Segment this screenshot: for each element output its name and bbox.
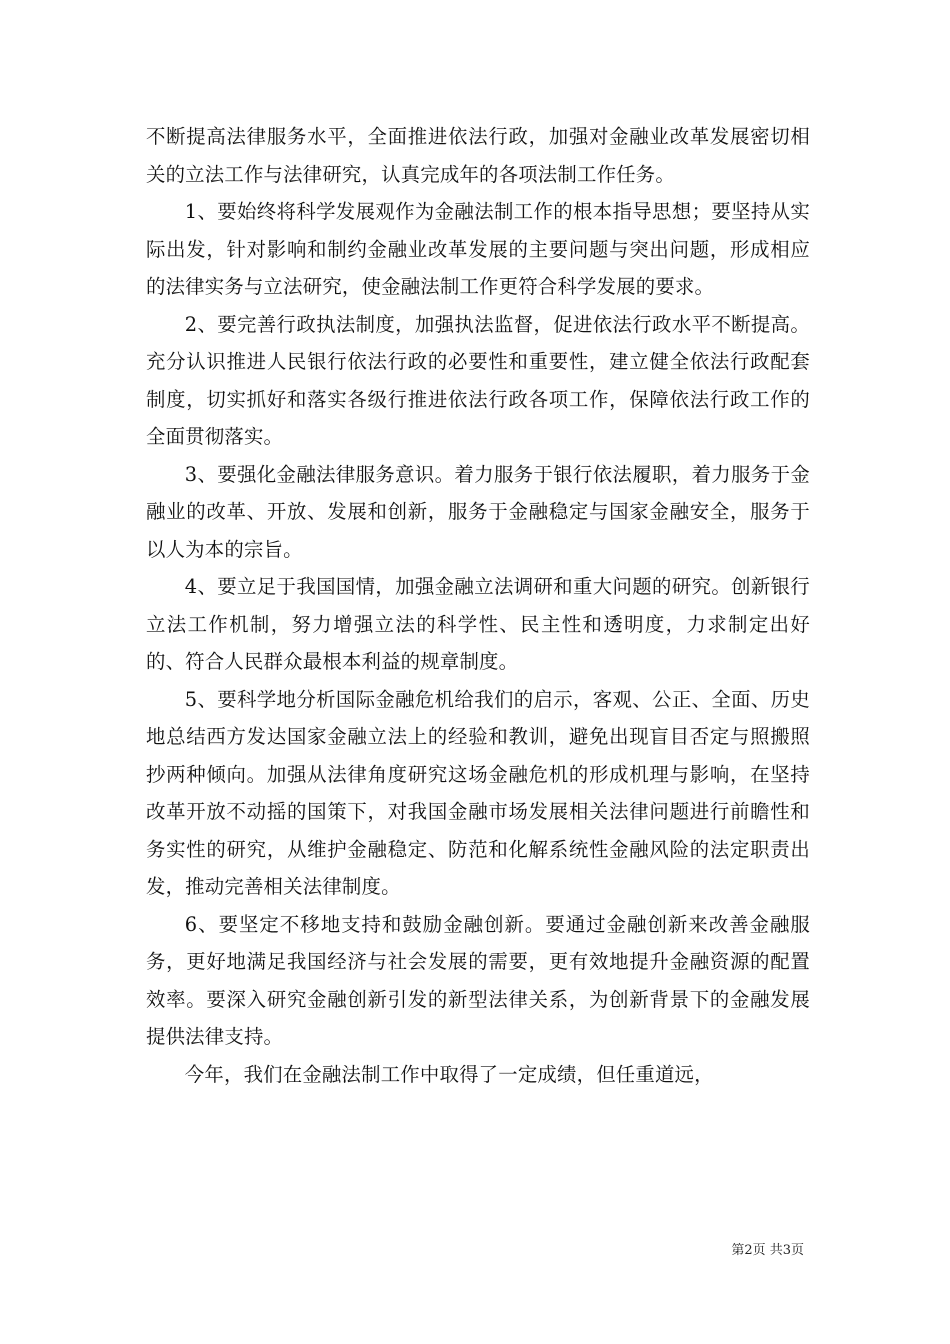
page-number: 第2页 共3页: [731, 1243, 804, 1258]
document-body: [146, 118, 810, 1093]
paragraph-item-3: 3、要强化金融法律服务意识。着力服务于银行依法履职，着力服务于金融业的改革、开放、发展和创新，服务于金融稳定与国家金融安全，服务于以人为本的宗旨。: [146, 462, 810, 561]
paragraph-item-6: 6、要坚定不移地支持和鼓励金融创新。要通过金融创新来改善金融服务，更好地满足我国经济与社会发展的需要，更有效地提升金融资源的配置效率。要深入研究金融创新引发的新型法律关系，为创新背景下的金融发展提供法律支持。: [146, 912, 810, 1048]
paragraph-continuation: 不断提高法律服务水平，全面推进依法行政，加强对金融业改革发展密切相关的立法工作与法律研究，认真完成年的各项法制工作任务。: [146, 125, 810, 186]
paragraph-item-1: 1、要始终将科学发展观作为金融法制工作的根本指导思想；要坚持从实际出发，针对影响和制约金融业改革发展的主要问题与突出问题，形成相应的法律实务与立法研究，使金融法制工作更符合科学发展的要求。: [146, 200, 810, 298]
paragraph-item-5: 5、要科学地分析国际金融危机给我们的启示，客观、公正、全面、历史地总结西方发达国家金融立法上的经验和教训，避免出现盲目否定与照搬照抄两种倾向。加强从法律角度研究这场金融危机的形成机理与影响，在坚持改革开放不动摇的国策下，对我国金融市场发展相关法律问题进行前瞻性和务实性的研究，从维护金融稳定、防范和化解系统性金融风险的法定职责出发，推动完善相关法律制度。: [146, 687, 810, 898]
paragraph-item-2: 2、要完善行政执法制度，加强执法监督，促进依法行政水平不断提高。充分认识推进人民银行依法行政的必要性和重要性，建立健全依法行政配套制度，切实抓好和落实各级行推进依法行政各项工作，保障依法行政工作的全面贯彻落实。: [146, 312, 810, 448]
paragraph-closing: 今年，我们在金融法制工作中取得了一定成绩，但任重道远，: [184, 1062, 714, 1086]
paragraph-item-4: 4、要立足于我国国情，加强金融立法调研和重大问题的研究。创新银行立法工作机制，努力增强立法的科学性、民主性和透明度，力求制定出好的、符合人民群众最根本利益的规章制度。: [146, 575, 810, 673]
